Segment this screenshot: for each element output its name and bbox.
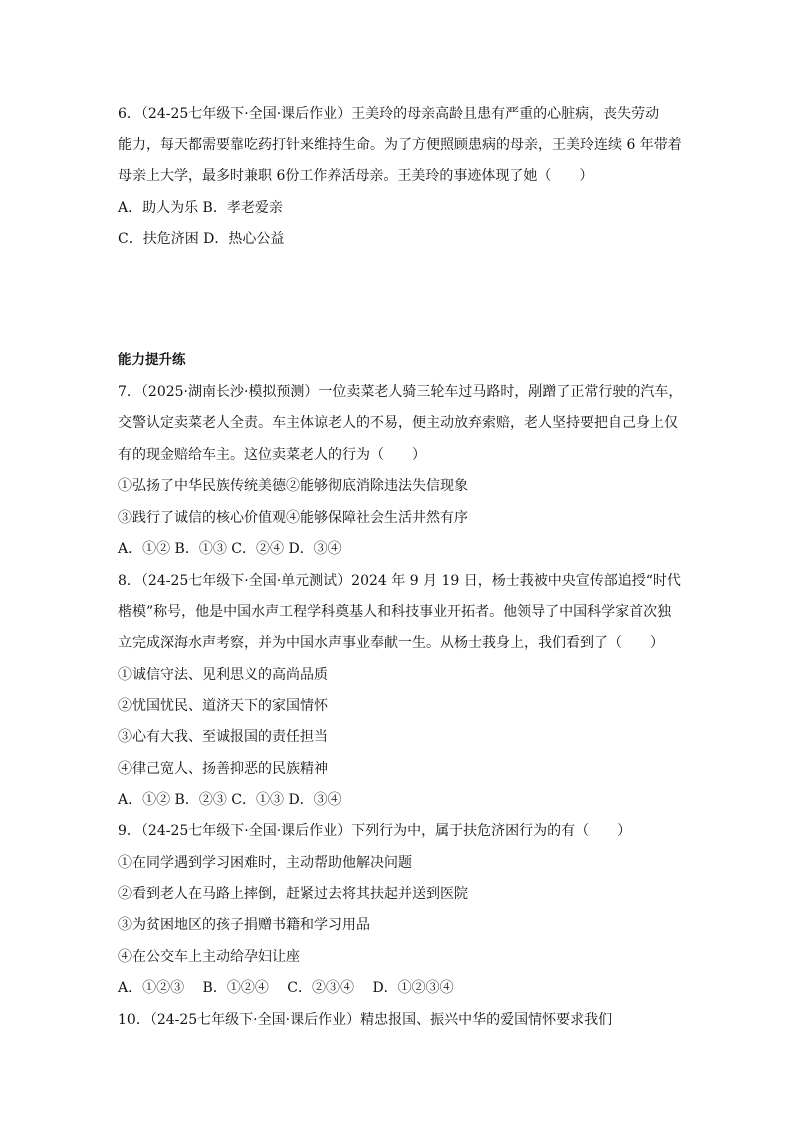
section-heading: 能力提升练 — [118, 352, 186, 368]
q7-line-3: 有的现金赔给车主。这位卖菜老人的行为（ ） — [118, 447, 426, 463]
q7-line-1: 7．（2025·湖南长沙·模拟预测）一位卖菜老人骑三轮车过马路时，剐蹭了正常行驶的汽车， — [118, 384, 683, 400]
q9-line-1: 9．（24-25七年级下·全国·课后作业）下列行为中，属于扶危济困行为的有（ ） — [118, 823, 632, 839]
q8-line-2: 楷模”称号，他是中国水声工程学科奠基人和科技事业开拓者。他领导了中国科学家首次独 — [118, 604, 672, 620]
q9-options: A．①②③ B．①②④ C．②③④ D．①②③④ — [118, 980, 454, 996]
q9-statement-3: ③为贫困地区的孩子捐赠书籍和学习用品 — [118, 917, 370, 933]
q6-line-3: 母亲上大学，最多时兼职 6份工作养活母亲。王美玲的事迹体现了她（ ） — [118, 168, 594, 184]
q6-options-ab: A．助人为乐 B．孝老爱亲 — [118, 200, 283, 216]
q9-statement-2: ②看到老人在马路上摔倒，赶紧过去将其扶起并送到医院 — [118, 886, 468, 902]
q8-statement-4: ④律己宽人、扬善抑恶的民族精神 — [118, 761, 328, 777]
q7-statement-34: ③践行了诚信的核心价值观④能够保障社会生活井然有序 — [118, 510, 468, 526]
q8-line-3: 立完成深海水声考察，并为中国水声事业奉献一生。从杨士莪身上，我们看到了（ ） — [118, 635, 664, 651]
q6-options-cd: C．扶危济困 D．热心公益 — [118, 231, 285, 247]
q7-line-2: 交警认定卖菜老人全责。车主体谅老人的不易，便主动放弃索赔，老人坚持要把自己身上仅 — [118, 415, 678, 431]
q6-line-2: 能力，每天都需要靠吃药打针来维持生命。为了方便照顾患病的母亲，王美玲连续 6 年带着 — [118, 137, 682, 153]
q7-statement-12: ①弘扬了中华民族传统美德②能够彻底消除违法失信现象 — [118, 478, 468, 494]
q8-line-1: 8．（24-25七年级下·全国·单元测试）2024 年 9 月 19 日，杨士莪被中央宣传部追授“时代 — [118, 573, 681, 589]
q7-options: A．①② B．①③ C．②④ D．③④ — [118, 541, 342, 557]
q6-line-1: 6．（24-25七年级下·全国·课后作业）王美玲的母亲高龄且患有严重的心脏病，丧失劳动 — [118, 106, 660, 122]
q9-statement-1: ①在同学遇到学习困难时，主动帮助他解决问题 — [118, 855, 412, 871]
q10-line-1: 10．（24-25七年级下·全国·课后作业）精忠报国、振兴中华的爱国情怀要求我们 — [118, 1012, 613, 1028]
q8-statement-3: ③心有大我、至诚报国的责任担当 — [118, 729, 328, 745]
q8-statement-1: ①诚信守法、见利思义的高尚品质 — [118, 667, 328, 683]
q9-statement-4: ④在公交车上主动给孕妇让座 — [118, 949, 300, 965]
q8-options: A．①② B．②③ C．①③ D．③④ — [118, 792, 342, 808]
q8-statement-2: ②忧国忧民、道济天下的家国情怀 — [118, 698, 328, 714]
